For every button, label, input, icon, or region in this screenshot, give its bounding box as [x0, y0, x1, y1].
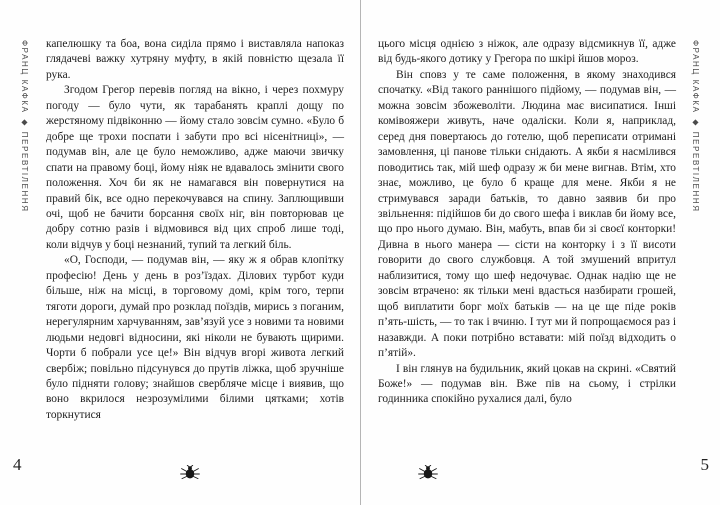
- page-text-right: [378, 37, 676, 408]
- running-head-left: ФРАНЦ КАФКА ◆ ПЕРЕВТІЛЕННЯ: [20, 40, 29, 213]
- running-head-right: ФРАНЦ КАФКА ◆ ПЕРЕВТІЛЕННЯ: [691, 40, 700, 213]
- paragraph: І він глянув на будильник, який цокав на скрині. «Святий Боже!» — подумав він. Вже пів на сьому, і стрілки годинника спокійно рухалися далі, було: [378, 362, 676, 406]
- page-text-left: [46, 37, 344, 423]
- paragraph: Він сповз у те саме положення, в якому знаходився спочатку. «Від такого раннішого підйому, — подумав він, — можна зовсім збожеволіти. Людина має висипатися. Інші комівояжери живуть, наче одаліски. Коли я, наприклад, серед дня повертаюсь до готелю, щоб переписати отримані замовлення, ці панове тільки снідають. А якби я насмілився поводитись так, мій шеф одразу ж би мене вигнав. Втім, хто знає, можливо, це було б краще для мене. Якби я не стримувався заради батьків, то давно заявив би про звільнення: підійшов би до свого шефа і виклав би йому все, що про нього думаю. Він, мабуть, впав би зі своєї конторки! Дивна в нього манера — сісти на конторку і з її висоти говорити до свого службовця. А той змушений впритул наблизитися, тому що шеф недочуває. Однак надію ще не зовсім втрачено: як тільки мені вдасться назбирати грошей, щоб виплатити борг моїх батьків — на це ще піде років п’ять-шість, — то так і вчиню. І тут ми й попрощаємося раз і назавжди. А поки потрібно вставати: мій поїзд відходить о п’ятій».: [378, 68, 676, 360]
- insect-icon: [416, 465, 440, 480]
- paragraph: цього місця однією з ніжок, але одразу відсмикнув її, адже від будь-якого дотику у Грегора по шкірі йшов мороз.: [378, 38, 676, 66]
- page-right: [360, 0, 720, 505]
- page-number-right: 5: [700, 455, 709, 474]
- page-number-left: 4: [13, 455, 22, 474]
- paragraph: капелюшку та боа, вона сиділа прямо і виставляла напоказ глядачеві важку хутряну муфту, в якій повністю щезала її рука.: [46, 38, 344, 81]
- paragraph: Згодом Грегор перевів погляд на вікно, і через похмуру погоду — було чути, як тарабанять краплі дощу по жерстяному підвіконню — йому стало зовсім сумно. «Було б добре ще трохи поспати і забути про всі нісенітниці», — подумав він, але це було неможливо, адже маючи звичку спати на правому боці, йому ніяк не вдавалось змінити свого положення. Хоч би як не намагався він повернутися на правий бік, все одно перекочувався на спину. Заплющивши очі, щоб не бачити борсання своїх ніг, він повторював це добру сотню разів і відмовився від цих спроб лише тоді, коли відчув у боці незнаний, тупий та легкий біль.: [46, 84, 344, 251]
- insect-icon: [178, 465, 202, 480]
- paragraph: «О, Господи, — подумав він, — яку ж я обрав клопітку професію! День у день в роз’їздах. Ділових турбот куди більше, ніж на місці, в торговому домі, крім того, терпи тяготи дороги, думай про розклад поїздів, мирись з поганим, нерегулярним харчуванням, зав’язуй усе з новими та новими людьми недовгі відносини, які ніколи не бувають щирими. Чорти б побрали усе це!» Він відчув вгорі живота легкий свербіж; повільно підсунувся до прутів ліжка, щоб зручніше було підняти голову; знайшов свербляче місце і виявив, що воно вкрилося незрозумілими білими цятками; хотів торкнутися: [46, 254, 344, 421]
